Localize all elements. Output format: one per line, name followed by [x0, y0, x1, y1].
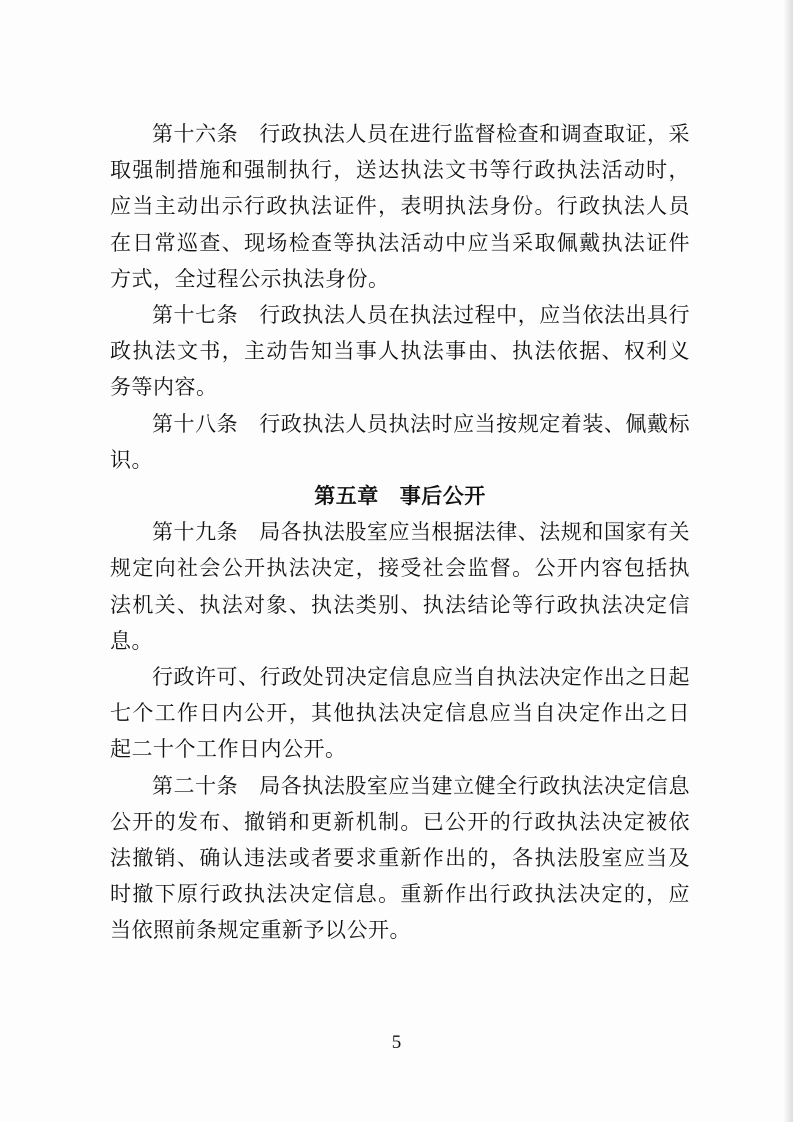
article-number: 第二十条 [152, 773, 239, 798]
chapter-title: 事后公开 [399, 484, 486, 509]
article-17 [110, 297, 690, 406]
chapter-heading [110, 478, 690, 514]
article-19-paragraph-2 [110, 659, 690, 768]
article-18 [110, 406, 690, 478]
article-text: 行政执法人员在执法过程中，应当依法出具行政执法文书，主动告知当事人执法事由、执法依据、权利义务等内容。 [110, 303, 691, 400]
article-text: 局各执法股室应当根据法律、法规和国家有关规定向社会公开执法决定，接受社会监督。公开内容包括执法机关、执法对象、执法类别、执法结论等行政执法决定信息。 [110, 520, 691, 653]
scan-edge-shadow [783, 0, 793, 1122]
article-text: 行政执法人员在进行监督检查和调查取证，采取强制措施和强制执行，送达执法文书等行政执法活动时，应当主动出示行政执法证件，表明执法身份。行政执法人员在日常巡查、现场检查等执法活动中应当采取佩戴执法证件方式，全过程公示执法身份。 [110, 122, 691, 291]
article-20 [110, 768, 690, 949]
article-number: 第十八条 [152, 411, 239, 436]
article-16 [110, 116, 690, 297]
article-number: 第十六条 [152, 122, 239, 146]
chapter-number: 第五章 [314, 484, 379, 509]
article-19 [110, 514, 690, 659]
article-number: 第十九条 [152, 520, 239, 545]
document-body [110, 116, 690, 949]
article-number: 第十七条 [152, 303, 239, 328]
paragraph-text: 行政许可、行政处罚决定信息应当自执法决定作出之日起七个工作日内公开，其他执法决定信息应当自决定作出之日起二十个工作日内公开。 [110, 665, 690, 762]
article-text: 行政执法人员执法时应当按规定着装、佩戴标识。 [110, 411, 691, 472]
page-number: 5 [391, 1032, 402, 1053]
article-text: 局各执法股室应当建立健全行政执法决定信息公开的发布、撤销和更新机制。已公开的行政执法决定被依法撤销、确认违法或者要求重新作出的，各执法股室应当及时撤下原行政执法决定信息。重新作出行政执法决定的，应当依照前条规定重新予以公开。 [110, 773, 691, 943]
